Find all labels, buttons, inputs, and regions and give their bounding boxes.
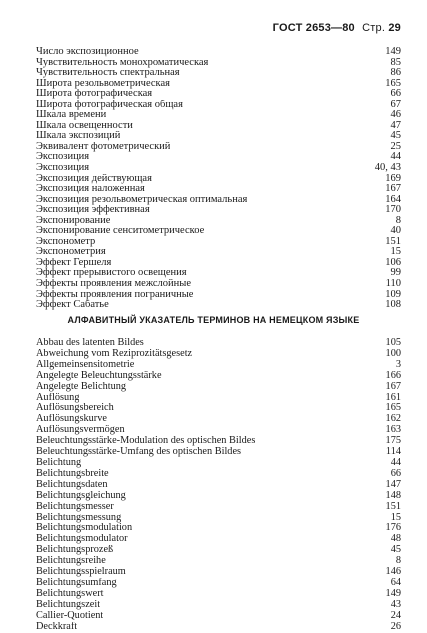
index-entry	[36, 567, 401, 578]
index-term: Belichtung	[36, 457, 82, 468]
index-entry	[36, 121, 401, 132]
index-term: Belichtungsmodulation	[36, 523, 133, 534]
index-page-number: 176	[385, 522, 401, 534]
index-page-number: 109	[385, 288, 401, 300]
index-entry	[36, 523, 401, 534]
index-entry	[36, 578, 401, 589]
index-entry	[36, 469, 401, 480]
index-page-number: 45	[390, 130, 401, 142]
index-term: Belichtungsmodulator	[36, 534, 128, 545]
index-page-number: 99	[390, 267, 401, 279]
index-page-number: 110	[385, 278, 401, 290]
index-term: Belichtungsreihe	[36, 556, 106, 567]
page-label: Стр.	[362, 22, 386, 34]
index-page-number: 147	[385, 478, 401, 490]
index-page-number: 3	[395, 358, 401, 370]
index-term: Шкала экспозиций	[36, 131, 121, 142]
index-page-number: 163	[385, 424, 401, 436]
index-page-number: 108	[385, 299, 401, 311]
index-entry	[36, 195, 401, 206]
index-page-number: 162	[385, 413, 401, 425]
index-entry	[36, 589, 401, 600]
index-term: Callier-Quotient	[36, 610, 104, 621]
index-page-number: 100	[385, 347, 401, 359]
index-entry	[36, 174, 401, 185]
index-term: Экспонометрия	[36, 247, 106, 258]
index-entry	[36, 152, 401, 163]
index-entry	[36, 458, 401, 469]
index-entry	[36, 393, 401, 404]
index-term: Шкала освещенности	[36, 120, 133, 131]
index-entry	[36, 205, 401, 216]
index-page-number: 24	[390, 609, 401, 621]
index-term: Belichtungsumfang	[36, 577, 117, 588]
index-page-number: 169	[385, 172, 401, 184]
index-entry	[36, 290, 401, 301]
index-entry	[36, 68, 401, 79]
index-entry	[36, 268, 401, 279]
index-term: Эффект Гершеля	[36, 257, 112, 268]
index-entry	[36, 447, 401, 458]
index-page-number: 170	[385, 204, 401, 216]
index-entry	[36, 89, 401, 100]
index-term: Allgemeinsensitometrie	[36, 359, 135, 370]
index-page-number: 149	[385, 587, 401, 599]
index-term: Angelegte Belichtung	[36, 381, 127, 392]
index-entry	[36, 556, 401, 567]
index-term: Belichtungswert	[36, 588, 104, 599]
index-term: Экспозиция	[36, 163, 90, 174]
index-page-number: 167	[385, 183, 401, 195]
index-entry	[36, 513, 401, 524]
index-entry	[36, 279, 401, 290]
index-page-number: 151	[385, 235, 401, 247]
index-term: Число экспозиционное	[36, 47, 139, 57]
index-entry	[36, 47, 401, 58]
index-page-number: 105	[385, 337, 401, 348]
index-entry	[36, 216, 401, 227]
index-entry	[36, 258, 401, 269]
index-page-number: 86	[390, 67, 401, 79]
index-term: Экспонирование	[36, 215, 111, 226]
index-page-number: 85	[390, 56, 401, 68]
index-term: Широта фотографическая	[36, 89, 153, 100]
index-page-number: 114	[385, 446, 401, 458]
index-term: Belichtungsgleichung	[36, 490, 126, 501]
index-entry	[36, 360, 401, 371]
index-term: Эффекты проявления межслойные	[36, 279, 192, 290]
index-page-number: 166	[385, 369, 401, 381]
index-term: Эффект Сабатье	[36, 300, 109, 311]
index-entry	[36, 247, 401, 258]
index-page-number: 167	[385, 380, 401, 392]
index-entry	[36, 131, 401, 142]
index-entry	[36, 338, 401, 349]
index-entry	[36, 622, 401, 633]
index-entry	[36, 237, 401, 248]
index-page-number: 8	[395, 555, 401, 567]
index-entry	[36, 163, 401, 174]
index-page-number: 149	[385, 46, 401, 57]
index-entry	[36, 436, 401, 447]
index-page-number: 165	[385, 402, 401, 414]
index-entry	[36, 600, 401, 611]
index-page-number: 106	[385, 256, 401, 268]
index-entry	[36, 349, 401, 360]
index-page-number: 151	[385, 500, 401, 512]
index-term: Abbau des latenten Bildes	[36, 338, 144, 348]
standard-number: ГОСТ 2653—80	[272, 22, 355, 34]
index-page-number: 15	[390, 511, 401, 523]
index-term: Эквивалент фотометрический	[36, 141, 171, 152]
index-term: Beleuchtungsstärke-Umfang des optischen Bildes	[36, 447, 242, 458]
index-term: Belichtungszeit	[36, 599, 101, 610]
index-term: Belichtungsmessung	[36, 512, 122, 523]
index-entry	[36, 403, 401, 414]
index-term: Auflösung	[36, 392, 80, 403]
german-term-index	[36, 338, 401, 632]
index-term: Эффекты проявления пограничные	[36, 289, 194, 300]
index-page-number: 26	[390, 620, 401, 632]
index-entry	[36, 545, 401, 556]
index-entry	[36, 382, 401, 393]
index-page-number: 40, 43	[374, 162, 401, 174]
index-page-number: 164	[385, 193, 401, 205]
index-page-number: 146	[385, 566, 401, 578]
index-page-number: 161	[385, 391, 401, 403]
index-term: Экспозиция резольвометрическая оптимальная	[36, 194, 248, 205]
index-entry	[36, 491, 401, 502]
index-term: Экспозиция эффективная	[36, 205, 150, 216]
index-page-number: 43	[390, 598, 401, 610]
index-term: Auflösungsvermögen	[36, 425, 125, 436]
index-entry	[36, 534, 401, 545]
index-page-number: 47	[390, 119, 401, 131]
index-entry	[36, 110, 401, 121]
russian-term-index	[36, 47, 401, 311]
index-page-number: 40	[390, 225, 401, 237]
index-term: Beleuchtungsstärke-Modulation des optischen Bildes	[36, 436, 256, 447]
index-entry	[36, 611, 401, 622]
index-page-number: 44	[390, 151, 401, 163]
index-term: Чувствительность спектральная	[36, 68, 180, 79]
index-term: Широта резольвометрическая	[36, 78, 170, 89]
index-entry	[36, 58, 401, 69]
index-term: Экспозиция	[36, 152, 90, 163]
index-page-number: 175	[385, 435, 401, 447]
index-entry	[36, 226, 401, 237]
index-term: Deckkraft	[36, 621, 78, 632]
index-term: Широта фотографическая общая	[36, 99, 183, 110]
index-page-number: 15	[390, 246, 401, 258]
index-page-number: 25	[390, 140, 401, 152]
index-entry	[36, 184, 401, 195]
index-entry	[36, 414, 401, 425]
index-term: Belichtungsprozeß	[36, 545, 114, 556]
index-entry	[36, 100, 401, 111]
index-entry	[36, 142, 401, 153]
index-page-number: 148	[385, 489, 401, 501]
index-page-number: 44	[390, 456, 401, 468]
index-term: Экспозиция наложенная	[36, 184, 145, 195]
index-term: Шкала времени	[36, 110, 107, 121]
index-entry	[36, 300, 401, 311]
german-index-title: АЛФАВИТНЫЙ УКАЗАТЕЛЬ ТЕРМИНОВ НА НЕМЕЦКОМ ЯЗЫКЕ	[67, 315, 360, 325]
index-entry	[36, 425, 401, 436]
index-term: Belichtungsmesser	[36, 501, 114, 512]
page-header	[273, 22, 401, 34]
index-page-number: 165	[385, 77, 401, 89]
index-term: Эффект прерывистого освещения	[36, 268, 187, 279]
index-term: Abweichung vom Reziprozitätsgesetz	[36, 348, 193, 359]
index-term: Belichtungsbreite	[36, 468, 109, 479]
page-number: 29	[388, 22, 401, 34]
index-term: Экспонометр	[36, 236, 96, 247]
index-entry	[36, 79, 401, 90]
index-page-number: 48	[390, 533, 401, 545]
index-page-number: 66	[390, 88, 401, 100]
index-entry	[36, 502, 401, 513]
index-term: Экспонирование сенситометрическое	[36, 226, 205, 237]
index-entry	[36, 480, 401, 491]
index-term: Belichtungsdaten	[36, 479, 108, 490]
index-page-number: 67	[390, 98, 401, 110]
index-page-number: 66	[390, 467, 401, 479]
index-page-number: 46	[390, 109, 401, 121]
index-term: Angelegte Beleuchtungsstärke	[36, 370, 162, 381]
index-page-number: 8	[395, 214, 401, 226]
index-term: Экспозиция действующая	[36, 173, 152, 184]
index-page-number: 64	[390, 576, 401, 588]
index-page-number: 45	[390, 544, 401, 556]
index-term: Auflösungsbereich	[36, 403, 114, 414]
index-term: Чувствительность монохроматическая	[36, 57, 209, 68]
index-term: Auflösungskurve	[36, 414, 107, 425]
index-term: Belichtungsspielraum	[36, 567, 126, 578]
index-entry	[36, 371, 401, 382]
